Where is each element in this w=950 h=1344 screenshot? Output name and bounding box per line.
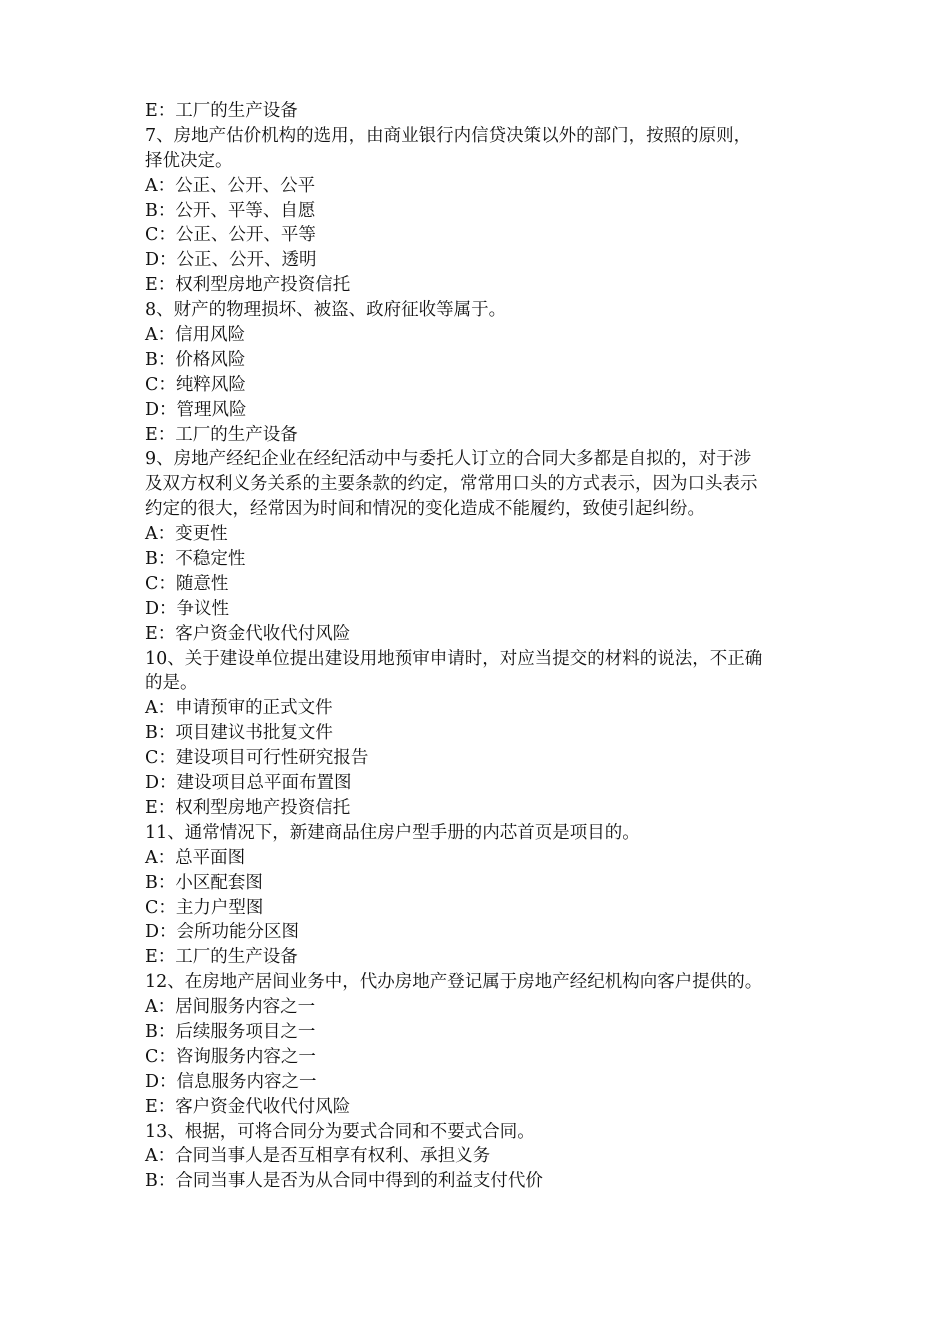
question-text-line: 12、在房地产居间业务中，代办房地产登记属于房地产经纪机构向客户提供的。 <box>145 972 763 993</box>
question-text-line: 10、关于建设单位提出建设用地预审申请时，对应当提交的材料的说法，不正确 <box>145 648 763 669</box>
answer-option: B：后续服务项目之一 <box>145 1021 316 1042</box>
answer-option: E：权利型房地产投资信托 <box>145 275 351 296</box>
answer-option: B：合同当事人是否为从合同中得到的利益支付代价 <box>145 1171 543 1192</box>
answer-option: D：管理风险 <box>145 399 247 420</box>
answer-option: E：权利型房地产投资信托 <box>145 797 351 818</box>
answer-option: D：会所功能分区图 <box>145 922 300 943</box>
answer-option: B：项目建议书批复文件 <box>145 723 333 744</box>
answer-option: C：纯粹风险 <box>145 374 246 395</box>
answer-option: A：变更性 <box>145 524 228 545</box>
question-text-line: 的是。 <box>145 673 198 694</box>
answer-option: E：客户资金代收代付风险 <box>145 623 351 644</box>
question-text-line: 及双方权利义务关系的主要条款的约定，常常用口头的方式表示，因为口头表示 <box>145 474 758 495</box>
answer-option: A：公正、公开、公平 <box>145 175 316 196</box>
answer-option: A：信用风险 <box>145 325 246 346</box>
answer-option: B：小区配套图 <box>145 872 263 893</box>
answer-option: A：居间服务内容之一 <box>145 997 316 1018</box>
question-text-line: 11、通常情况下，新建商品住房户型手册的内芯首页是项目的。 <box>145 822 640 843</box>
document-body <box>145 99 810 1194</box>
answer-option: A：总平面图 <box>145 847 246 868</box>
question-text-line: 7、房地产估价机构的选用，由商业银行内信贷决策以外的部门，按照的原则， <box>145 125 752 146</box>
answer-option: A：合同当事人是否互相享有权利、承担义务 <box>145 1146 491 1167</box>
answer-option: E：工厂的生产设备 <box>145 424 298 445</box>
answer-option: E：工厂的生产设备 <box>145 947 298 968</box>
answer-option: C：公正、公开、平等 <box>145 225 316 246</box>
answer-option: E：客户资金代收代付风险 <box>145 1096 351 1117</box>
answer-option: B：公开、平等、自愿 <box>145 200 316 221</box>
answer-option: D：建设项目总平面布置图 <box>145 773 352 794</box>
question-text-line: 9、房地产经纪企业在经纪活动中与委托人订立的合同大多都是自拟的，对于涉 <box>145 449 752 470</box>
answer-option: C：咨询服务内容之一 <box>145 1046 316 1067</box>
question-text-line: 13、根据，可将合同分为要式合同和不要式合同。 <box>145 1121 535 1142</box>
answer-option: D：公正、公开、透明 <box>145 250 317 271</box>
question-text-line: 约定的很大，经常因为时间和情况的变化造成不能履约，致使引起纠纷。 <box>145 499 705 520</box>
answer-option: C：建设项目可行性研究报告 <box>145 748 369 769</box>
answer-option: A：申请预审的正式文件 <box>145 698 333 719</box>
answer-option: E：工厂的生产设备 <box>145 101 298 121</box>
answer-option: C：随意性 <box>145 573 229 594</box>
answer-option: B：不稳定性 <box>145 549 246 570</box>
question-text-line: 择优决定。 <box>145 150 233 171</box>
answer-option: D：信息服务内容之一 <box>145 1071 317 1092</box>
answer-option: D：争议性 <box>145 598 230 619</box>
answer-option: C：主力户型图 <box>145 897 264 918</box>
question-text-line: 8、财产的物理损坏、被盗、政府征收等属于。 <box>145 300 507 321</box>
answer-option: B：价格风险 <box>145 349 246 370</box>
